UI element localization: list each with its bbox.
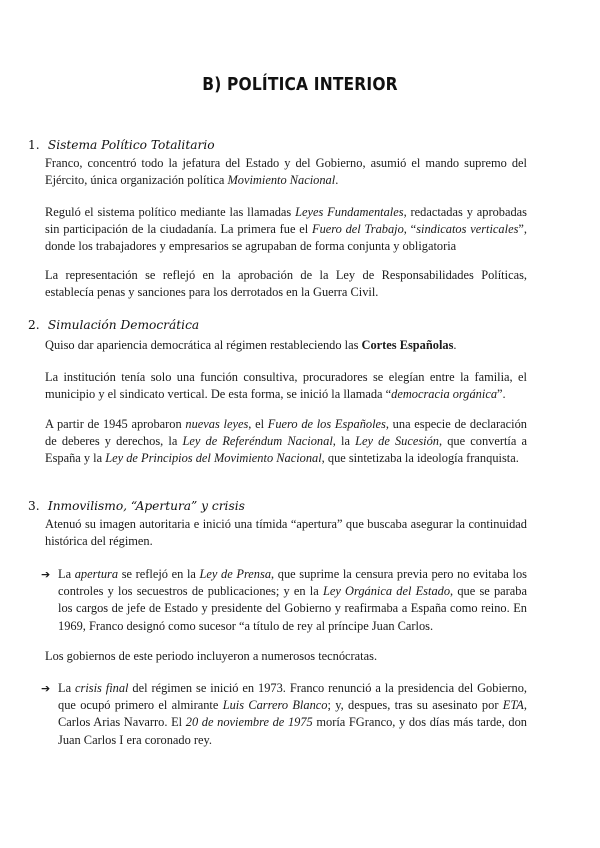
section-1-heading <box>28 138 215 152</box>
page-title: B) POLÍTICA INTERIOR <box>202 74 398 95</box>
section-3-middle-paragraph: Los gobiernos de este periodo incluyeron a numerosos tecnócratas. <box>45 649 378 663</box>
section-1-paragraph-1: Franco, concentró todo la jefatura del Estado y del Gobierno, asumió el mando supremo del Ejército, única organización política Movimiento Nacional. <box>45 156 527 188</box>
bullet-crisis-final-text: La crisis final del régimen se inició en 1973. Franco renunció a la presidencia del Gobierno, que ocupó primero el almirante Luis Carrero Blanco; y, despues, tras su asesinato por ETA, Carlos Arias Navarro. El 20 de noviembre de 1975 moría FGranco, y dos días más tarde, don Juan Carlos I era coronado rey. <box>58 681 528 747</box>
section-3-number: 3. <box>28 499 40 513</box>
bullet-apertura <box>41 566 527 635</box>
section-2-title: Simulación Democrática <box>47 318 200 332</box>
section-1-paragraph-3: La representación se reflejó en la aprobación de la Ley de Responsabilidades Políticas, establecía penas y sanciones para los derrotados en la Guerra Civil. <box>45 268 527 300</box>
arrow-right-icon: ➔ <box>41 682 51 695</box>
section-3-heading <box>28 499 245 513</box>
section-2-paragraph-1: Quiso dar apariencia democrática al régimen restableciendo las Cortes Españolas. <box>45 338 457 352</box>
section-1-number: 1. <box>28 138 40 152</box>
section-2-heading <box>28 318 199 332</box>
section-2-paragraph-2: La institución tenía solo una función consultiva, procuradores se elegían entre la familia, el municipio y el sindicato vertical. De esta forma, se inició la llamada “democracia orgánica”. <box>45 370 527 402</box>
bullet-crisis-final <box>41 680 527 749</box>
bullet-apertura-text: La apertura se reflejó en la Ley de Prensa, que suprime la censura previa pero no evitaba los controles y los secuestros de publicaciones; y en la Ley Orgánica del Estado, que se paraba los cargos de jefe de Estado y presidente del Gobierno y reafirmaba a España como reino. En 1969, Franco designó como sucesor “a título de rey al príncipe Juan Carlos. <box>58 567 527 633</box>
section-3-paragraph-1: Atenuó su imagen autoritaria e inició una tímida “apertura” que buscaba asegurar la continuidad histórica del régimen. <box>45 517 527 549</box>
section-1-title: Sistema Político Totalitario <box>47 138 215 152</box>
section-1-paragraph-2: Reguló el sistema político mediante las llamadas Leyes Fundamentales, redactadas y aprobadas sin participación de la ciudadanía. La primera fue el Fuero del Trabajo, “sindicatos verticales”, donde los trabajadores y empresarios se agrupaban de forma conjunta y obligatoria <box>45 205 528 254</box>
arrow-right-icon: ➔ <box>41 568 51 581</box>
section-3-title: Inmovilismo, “Apertura” y crisis <box>47 499 245 513</box>
section-2-number: 2. <box>28 318 40 332</box>
section-2-paragraph-3: A partir de 1945 aprobaron nuevas leyes, el Fuero de los Españoles, una especie de declaración de deberes y derechos, la Ley de Referéndum Nacional, la Ley de Sucesión, que convertía a España y la Ley de Principios del Movimiento Nacional, que sintetizaba la ideología franquista. <box>45 417 527 466</box>
